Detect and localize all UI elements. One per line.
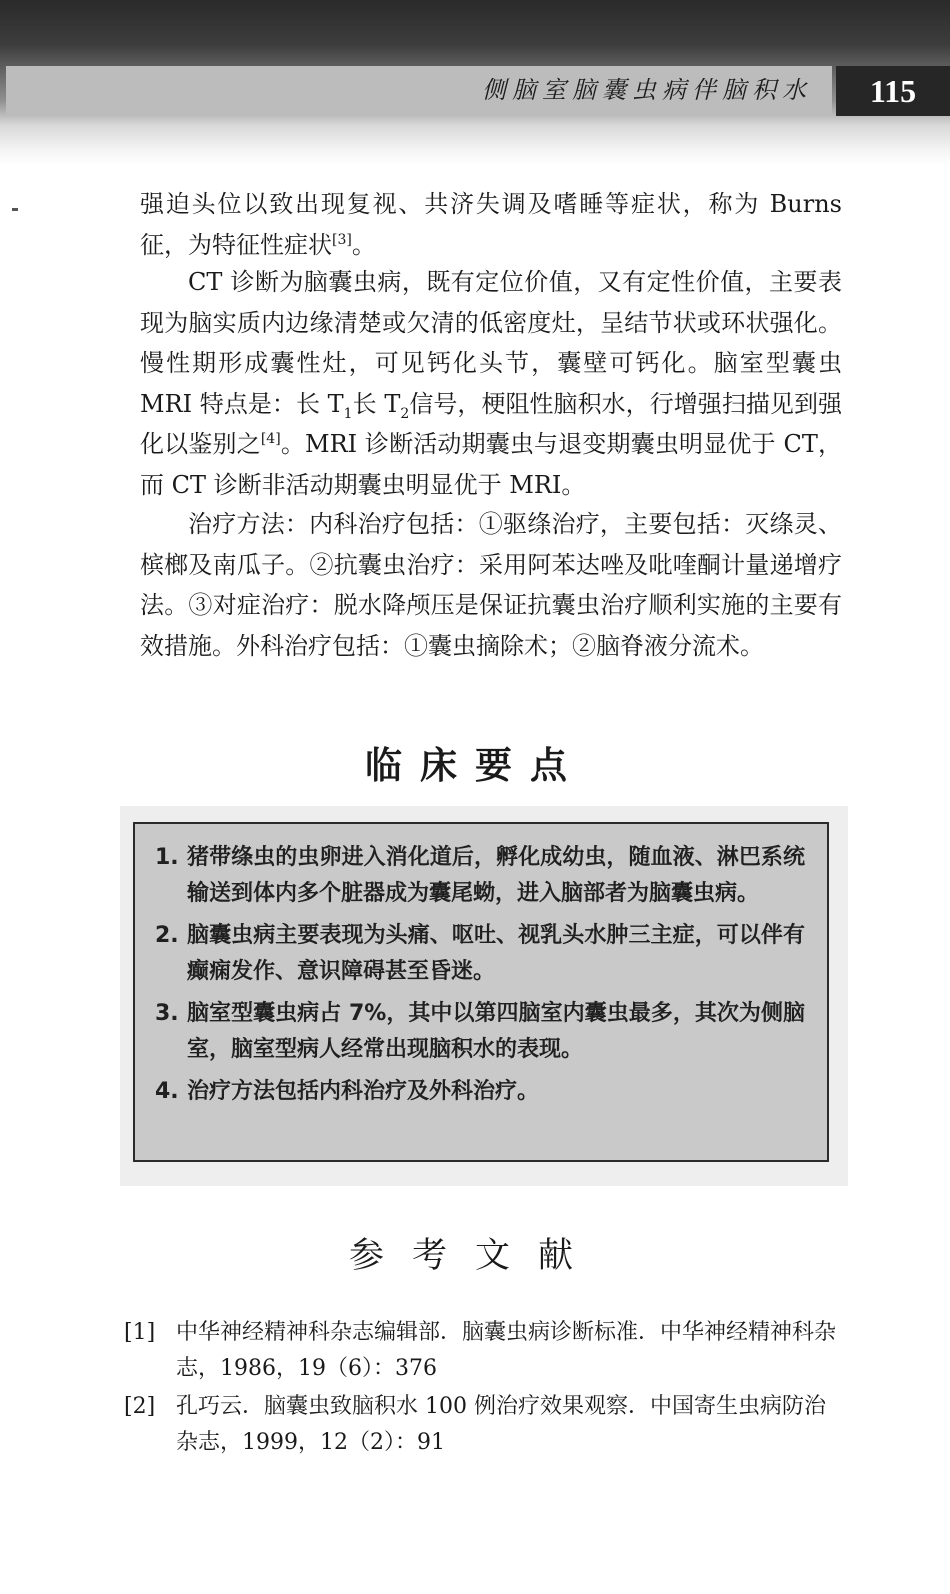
page-number: 115	[836, 66, 950, 116]
p2-text-d: 。MRI 诊断活动期囊虫与退变期囊虫明显优于 CT，而 CT 诊断非活动期囊虫明显优于 MRI。	[140, 430, 843, 499]
clinical-points-list	[135, 824, 827, 1110]
reference-list	[124, 1315, 844, 1463]
point-text: 脑室型囊虫病占 7%，其中以第四脑室内囊虫最多，其次为侧脑室，脑室型病人经常出现脑积水的表现。	[187, 1001, 805, 1062]
p1-end: 。	[351, 230, 376, 259]
clinical-point-4	[155, 1074, 805, 1110]
paragraph-ct-mri	[140, 262, 842, 505]
point-text: 脑囊虫病主要表现为头痛、呕吐、视乳头水肿三主症，可以伴有癫痫发作、意识障碍甚至昏迷。	[187, 923, 805, 984]
point-number: 1.	[155, 845, 179, 870]
paragraph-burns-sign	[140, 184, 842, 265]
point-text: 治疗方法包括内科治疗及外科治疗。	[187, 1079, 540, 1104]
point-number: 4.	[155, 1079, 179, 1104]
clinical-points-box	[133, 822, 829, 1162]
reference-text: 中华神经精神科杂志编辑部．脑囊虫病诊断标准．中华神经精神科杂志，1986，19（6）：376	[176, 1320, 837, 1381]
clinical-point-1	[155, 840, 805, 912]
reference-number: [1]	[124, 1320, 156, 1345]
p1-text: 强迫头位以致出现复视、共济失调及嗜睡等症状，称为 Burns 征，为特征性症状	[140, 190, 842, 259]
reference-number: [2]	[124, 1394, 156, 1419]
clinical-point-2	[155, 918, 805, 990]
reference-text: 孔巧云．脑囊虫致脑积水 100 例治疗效果观察．中国寄生虫病防治杂志，1999，12（2）：91	[176, 1394, 826, 1455]
point-number: 2.	[155, 923, 179, 948]
point-number: 3.	[155, 1001, 179, 1026]
reference-item-2	[124, 1389, 844, 1461]
p2-text-b: 长 T	[352, 389, 401, 418]
section-title-clinical-points: 临床要点	[365, 744, 585, 787]
paragraph-treatment: 治疗方法：内科治疗包括：①驱绦治疗，主要包括：灭绦灵、槟榔及南瓜子。②抗囊虫治疗：采用阿苯达唑及吡喹酮计量递增疗法。③对症治疗：脱水降颅压是保证抗囊虫治疗顺利实施的主要有效措施。外科治疗包括：①囊虫摘除术；②脑脊液分流术。	[140, 510, 842, 660]
t1-subscript: 1	[343, 405, 353, 422]
citation-3: [3]	[332, 231, 352, 248]
reference-item-1	[124, 1315, 844, 1387]
clinical-point-3	[155, 996, 805, 1068]
p2-text-c: 信号，梗阻性脑积水，行增强扫描见到强化以鉴别之	[140, 389, 843, 458]
citation-4: [4]	[260, 431, 281, 447]
t2-subscript: 2	[400, 405, 410, 422]
point-text: 猪带绦虫的虫卵进入消化道后，孵化成幼虫，随血液、淋巴系统输送到体内多个脏器成为囊尾蚴，进入脑部者为脑囊虫病。	[187, 845, 805, 906]
running-title: 侧脑室脑囊虫病伴脑积水	[482, 76, 812, 104]
margin-mark	[12, 208, 18, 211]
section-title-references: 参考文献	[348, 1236, 601, 1276]
p2-text-a: CT 诊断为脑囊虫病，既有定位价值，又有定性价值，主要表现为脑实质内边缘清楚或欠清的低密度灶，呈结节状或环状强化。慢性期形成囊性灶，可见钙化头节，囊壁可钙化。脑室型囊虫 MRI 特点是：长 T	[140, 268, 842, 418]
